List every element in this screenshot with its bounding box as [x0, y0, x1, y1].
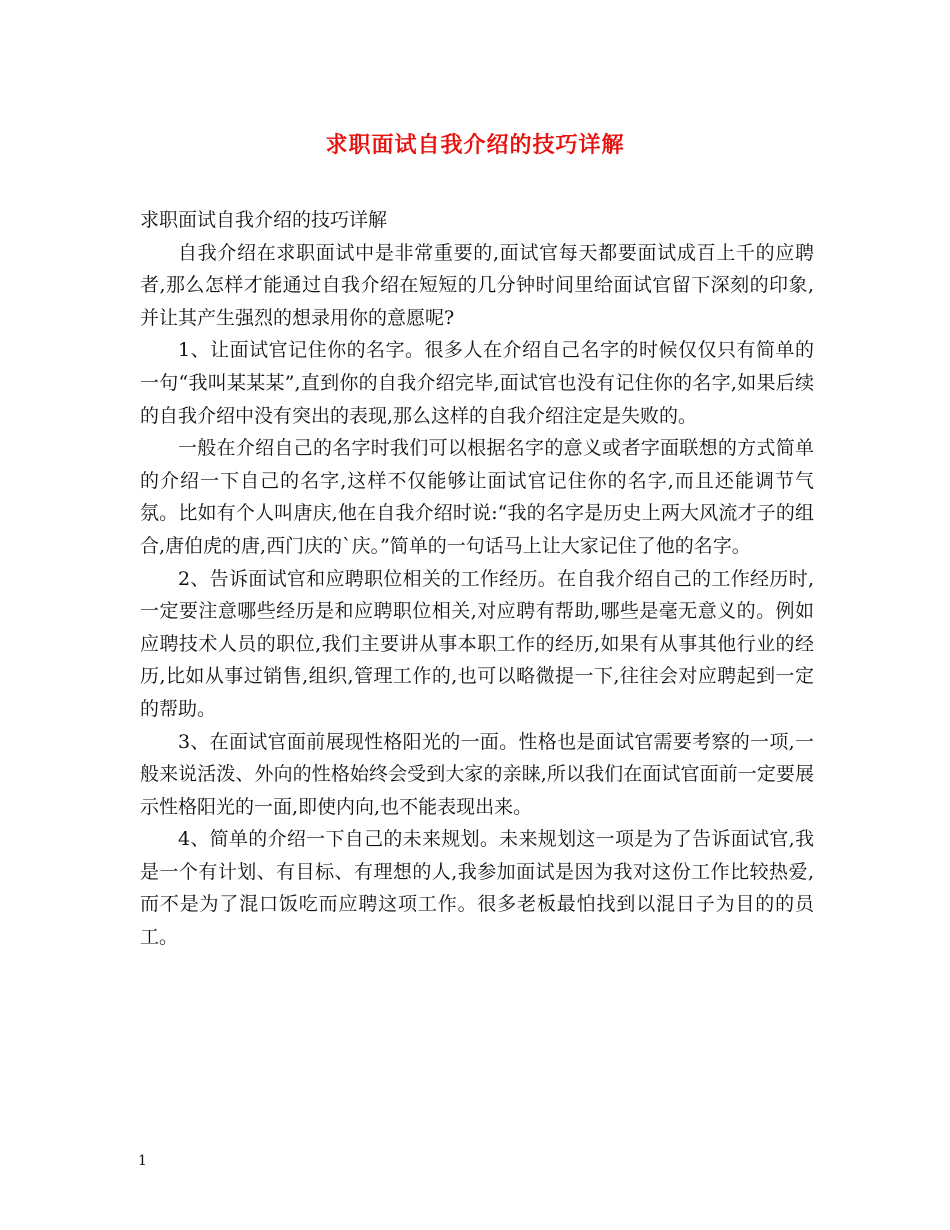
- paragraph-tip-3: 3、在面试官面前展现性格阳光的一面。性格也是面试官需要考察的一项,一般来说活泼、外向的性格始终会受到大家的亲睐,所以我们在面试官面前一定要展示性格阳光的一面,即使内向,也不能表现出来。: [140, 730, 814, 818]
- page-number: 1: [138, 1153, 147, 1169]
- paragraph-name-example: 一般在介绍自己的名字时我们可以根据名字的意义或者字面联想的方式简单的介绍一下自己的名字,这样不仅能够让面试官记住你的名字,而且还能调节气氛。比如有个人叫唐庆,他在自我介绍时说:“我的名字是历史上两大风流才子的组合,唐伯虎的唐,西门庆的`庆。”简单的一句话马上让大家记住了他的名字。: [140, 437, 814, 557]
- paragraph-tip-4: 4、简单的介绍一下自己的未来规划。未来规划这一项是为了告诉面试官,我是一个有计划、有目标、有理想的人,我参加面试是因为我对这份工作比较热爱,而不是为了混口饭吃而应聘这项工作。很多老板最怕找到以混日子为目的的员工。: [140, 828, 814, 949]
- document-body: [140, 204, 814, 954]
- paragraph-tip-2: 2、告诉面试官和应聘职位相关的工作经历。在自我介绍自己的工作经历时,一定要注意哪些经历是和应聘职位相关,对应聘有帮助,哪些是毫无意义的。例如应聘技术人员的职位,我们主要讲从事本职工作的经历,如果有从事其他行业的经历,比如从事过销售,组织,管理工作的,也可以略微提一下,往往会对应聘起到一定的帮助。: [140, 567, 814, 720]
- paragraph-tip-1: 1、让面试官记住你的名字。很多人在介绍自己名字的时候仅仅只有简单的一句“我叫某某某”,直到你的自我介绍完毕,面试官也没有记住你的名字,如果后续的自我介绍中没有突出的表现,那么这样的自我介绍注定是失败的。: [140, 339, 814, 427]
- document-subtitle: 求职面试自我介绍的技巧详解: [140, 209, 388, 231]
- paragraph-intro: 自我介绍在求职面试中是非常重要的,面试官每天都要面试成百上千的应聘者,那么怎样才能通过自我介绍在短短的几分钟时间里给面试官留下深刻的印象,并让其产生强烈的想录用你的意愿呢?: [140, 241, 814, 329]
- document-title: 求职面试自我介绍的技巧详解: [325, 132, 625, 158]
